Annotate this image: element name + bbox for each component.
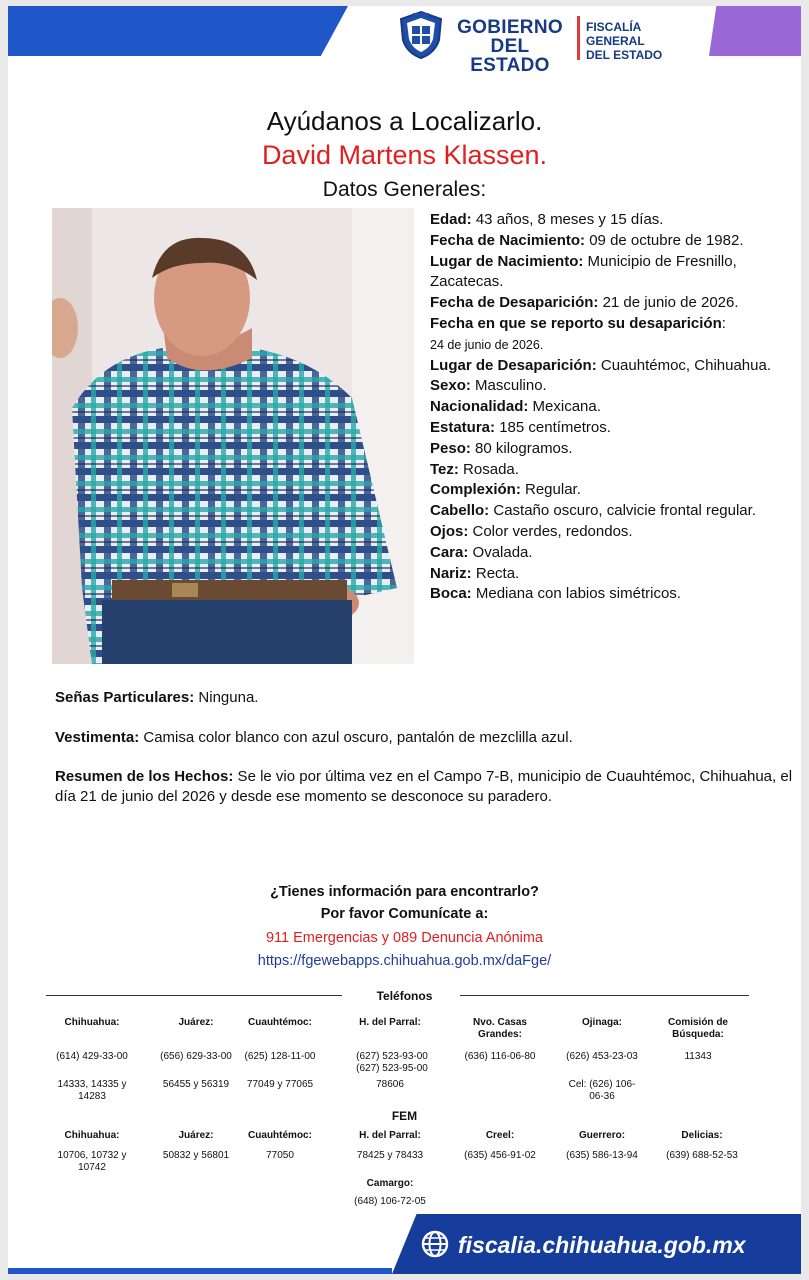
detail-ojos: Ojos: Color verdes, redondos.	[430, 522, 633, 540]
detail-cara: Cara: Ovalada.	[430, 543, 533, 561]
detail-lugar-nacimiento: Lugar de Nacimiento: Municipio de Fresnillo, Zacatecas.	[430, 252, 737, 291]
tel-cell: (614) 429-33-00	[56, 1051, 128, 1062]
section-heading: Datos Generales:	[322, 178, 487, 201]
fiscalia-logo-text	[586, 20, 696, 62]
fem-title: FEM	[391, 1109, 418, 1123]
detail-cabello: Cabello: Castaño oscuro, calvicie frontal regular.	[430, 502, 756, 520]
emergency-numbers: 911 Emergencias y 089 Denuncia Anónima	[265, 930, 543, 946]
detail-sexo: Sexo: Masculino.	[430, 377, 547, 395]
missing-person-poster	[8, 6, 801, 1274]
tel-cell: (656) 629-33-00	[160, 1051, 232, 1062]
vestimenta: Vestimenta: Camisa color blanco con azul oscuro, pantalón de mezclilla azul.	[55, 729, 573, 746]
poster-title: Ayúdanos a Localizarlo.	[266, 106, 543, 136]
tel-cell: (636) 116-06-80	[464, 1051, 536, 1062]
fem-cell: (639) 688-52-53	[666, 1150, 738, 1161]
senas-particulares: Señas Particulares: Ninguna.	[55, 689, 259, 706]
tel-header: Cuauhtémoc:	[248, 1017, 312, 1028]
tel-header: Comisión de Búsqueda:	[667, 1017, 728, 1040]
fem-cell: 10706, 10732 y 10742	[57, 1150, 127, 1173]
detail-fecha-desaparicion: Fecha de Desaparición: 21 de junio de 2026.	[430, 294, 739, 312]
person-photo	[52, 208, 414, 664]
header-blue-band	[8, 6, 348, 56]
tel-cell: (625) 128-11-00	[244, 1051, 316, 1062]
detail-tez: Tez: Rosada.	[430, 460, 519, 478]
tel-header: Nvo. Casas Grandes:	[473, 1017, 527, 1040]
detail-fecha-reporte-valor: 24 de junio de 2026.	[430, 337, 544, 352]
detail-complexion: Complexión: Regular.	[430, 481, 581, 499]
detail-boca: Boca: Mediana con labios simétricos.	[430, 585, 681, 603]
del-estado-word: DEL ESTADO	[470, 36, 550, 76]
tel-cell: 77049 y 77065	[246, 1079, 314, 1090]
fem-header: Juárez:	[178, 1130, 214, 1141]
header-divider	[577, 16, 580, 60]
general-data-list	[430, 210, 790, 605]
detail-fecha-nacimiento: Fecha de Nacimiento: 09 de octubre de 1982.	[430, 231, 744, 249]
state-seal-icon	[398, 10, 444, 60]
tel-header: Ojinaga:	[581, 1017, 622, 1028]
detail-nariz: Nariz: Recta.	[430, 564, 520, 582]
detail-peso: Peso: 80 kilogramos.	[430, 439, 573, 457]
contact-url-link[interactable]: https://fgewebapps.chihuahua.gob.mx/daFge/	[257, 953, 552, 969]
fiscalia-line-2: DEL ESTADO	[586, 48, 663, 62]
tel-cell: 78606	[376, 1079, 404, 1090]
tel-cell: (627) 523-93-00 (627) 523-95-00	[356, 1051, 428, 1074]
fem-cell: 78425 y 78433	[356, 1150, 424, 1161]
tel-cell: 14333, 14335 y 14283	[57, 1079, 127, 1102]
footer-website-link[interactable]: fiscalia.chihuahua.gob.mx	[458, 1232, 746, 1258]
header-purple-band	[709, 6, 801, 56]
resumen-hechos: Resumen de los Hechos: Se le vio por última vez en el Campo 7-B, municipio de Cuauhtémoc, Chihuahua, el día 21 de junio del 2026 y desde ese momento se desconoce su paradero.	[55, 768, 793, 805]
tel-cell: 11343	[684, 1051, 712, 1062]
telefonos-rule-right	[460, 995, 749, 996]
camargo-value: (648) 106-72-05	[354, 1196, 426, 1207]
tel-header: Chihuahua:	[64, 1017, 120, 1028]
telefonos-title: Teléfonos	[376, 989, 433, 1003]
fem-header: Chihuahua:	[64, 1130, 120, 1141]
camargo-label: Camargo:	[366, 1178, 414, 1189]
detail-estatura: Estatura: 185 centímetros.	[430, 418, 611, 436]
contact-favor: Por favor Comunícate a:	[320, 906, 489, 922]
tel-cell: 56455 y 56319	[162, 1079, 230, 1090]
fem-header: Guerrero:	[578, 1130, 626, 1141]
detail-fecha-reporte: Fecha en que se reporto su desaparición:	[430, 314, 726, 332]
person-name: David Martens Klassen.	[261, 140, 548, 170]
tel-cell: Cel: (626) 106-06-36	[568, 1079, 636, 1102]
fem-cell: (635) 586-13-94	[566, 1150, 638, 1161]
gobierno-logo-text	[450, 18, 570, 75]
fem-cell: 77050	[266, 1150, 294, 1161]
tel-header: H. del Parral:	[359, 1017, 421, 1028]
fiscalia-line-1: FISCALÍA GENERAL	[586, 20, 645, 48]
fem-cell: (635) 456-91-02	[464, 1150, 536, 1161]
fem-header: Cuauhtémoc:	[248, 1130, 312, 1141]
detail-nacionalidad: Nacionalidad: Mexicana.	[430, 398, 601, 416]
fem-header: Creel:	[485, 1130, 515, 1141]
detail-lugar-desaparicion: Lugar de Desaparición: Cuauhtémoc, Chihuahua.	[430, 356, 771, 374]
tel-cell: (626) 453-23-03	[566, 1051, 638, 1062]
footer-blue-line	[8, 1268, 392, 1274]
tel-header: Juárez:	[178, 1017, 214, 1028]
fem-cell: 50832 y 56801	[162, 1150, 230, 1161]
detail-edad: Edad: 43 años, 8 meses y 15 días.	[430, 211, 664, 228]
globe-icon	[420, 1229, 450, 1259]
contact-question: ¿Tienes información para encontrarlo?	[270, 884, 539, 900]
gobierno-word: GOBIERNO	[457, 17, 563, 38]
fem-header: H. del Parral:	[359, 1130, 421, 1141]
fem-header: Delicias:	[681, 1130, 723, 1141]
